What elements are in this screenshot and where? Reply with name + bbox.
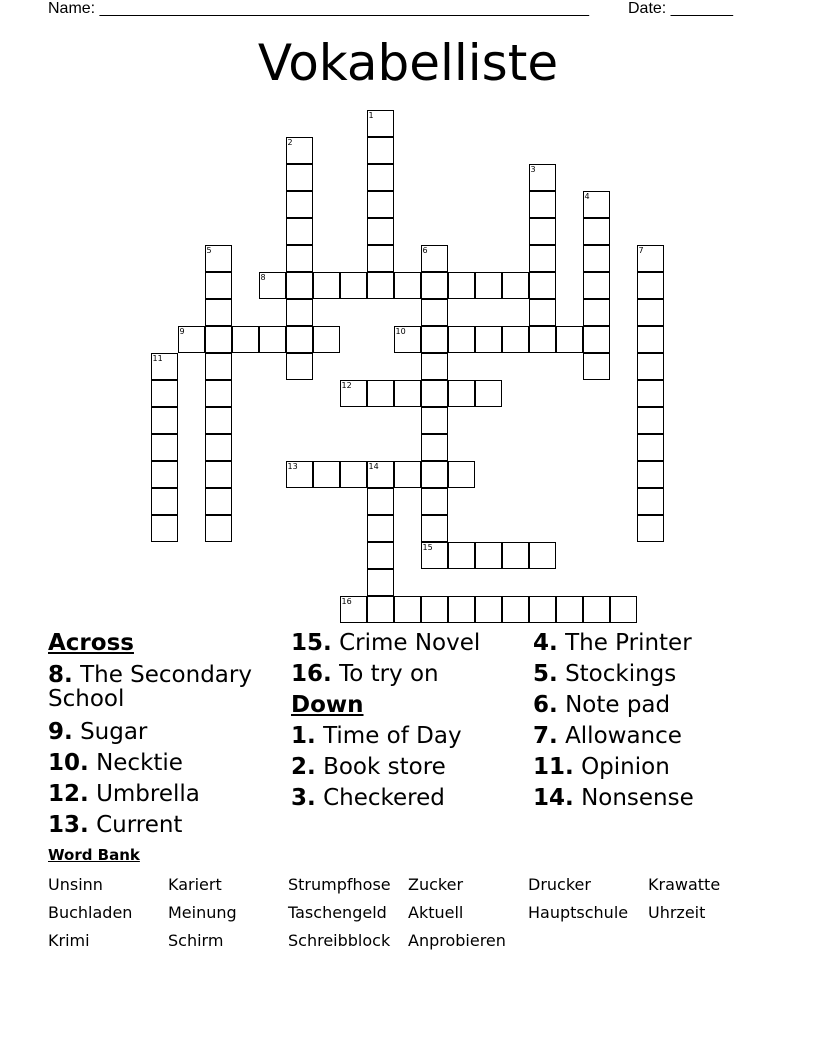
name-field-line[interactable]: Name: _______________________________________________________ xyxy=(48,0,589,17)
crossword-cell[interactable] xyxy=(421,596,448,623)
crossword-cell[interactable] xyxy=(340,380,367,407)
cell-number: 9 xyxy=(179,326,185,336)
cell-number: 15 xyxy=(422,542,433,552)
cell-number: 5 xyxy=(206,245,212,255)
crossword-cell[interactable] xyxy=(637,380,664,407)
clue-across-12 xyxy=(48,779,278,810)
crossword-cell[interactable] xyxy=(421,245,448,272)
crossword-cell[interactable] xyxy=(502,272,529,299)
clue-number: 6. xyxy=(533,692,558,718)
crossword-cell[interactable] xyxy=(259,326,286,353)
word-bank-item: Uhrzeit xyxy=(648,903,706,922)
clue-across-13 xyxy=(48,810,278,841)
clue-text: Stockings xyxy=(565,661,677,687)
crossword-cell[interactable] xyxy=(286,272,313,299)
clue-down-3 xyxy=(291,783,521,814)
crossword-cell[interactable] xyxy=(421,407,448,434)
word-bank-item: Hauptschule xyxy=(528,903,629,922)
clue-text: To try on xyxy=(339,661,439,687)
crossword-cell[interactable] xyxy=(286,461,313,488)
clue-down-6 xyxy=(533,690,793,721)
page-title: Vokabelliste xyxy=(257,34,559,92)
crossword-cell[interactable] xyxy=(367,461,394,488)
crossword-cell[interactable] xyxy=(448,461,475,488)
crossword-cell[interactable] xyxy=(367,218,394,245)
crossword-cell[interactable] xyxy=(232,326,259,353)
crossword-cell[interactable] xyxy=(448,596,475,623)
crossword-cell[interactable] xyxy=(394,326,421,353)
crossword-cell[interactable] xyxy=(205,245,232,272)
clue-number: 3. xyxy=(291,785,316,811)
clue-text: Crime Novel xyxy=(339,630,481,656)
word-bank-item: Strumpfhose xyxy=(288,875,391,894)
clues-column-1 xyxy=(48,628,278,841)
cell-number: 11 xyxy=(152,353,163,363)
crossword-cell[interactable] xyxy=(637,326,664,353)
cell-number: 4 xyxy=(584,191,590,201)
cell-number: 13 xyxy=(287,461,298,471)
clue-across-15 xyxy=(291,628,521,659)
clue-number: 15. xyxy=(291,630,332,656)
clue-number: 5. xyxy=(533,661,558,687)
crossword-cell[interactable] xyxy=(475,542,502,569)
clue-across-10 xyxy=(48,748,278,779)
crossword-cell[interactable] xyxy=(421,326,448,353)
crossword-cell[interactable] xyxy=(367,164,394,191)
crossword-cell[interactable] xyxy=(151,488,178,515)
crossword-cell[interactable] xyxy=(286,326,313,353)
clue-down-1 xyxy=(291,721,521,752)
clue-text: Sugar xyxy=(80,719,148,745)
clue-number: 7. xyxy=(533,723,558,749)
crossword-cell[interactable] xyxy=(421,434,448,461)
clue-number: 10. xyxy=(48,750,89,776)
clue-text: Allowance xyxy=(565,723,682,749)
crossword-cell[interactable] xyxy=(529,542,556,569)
crossword-cell[interactable] xyxy=(313,326,340,353)
crossword-cell[interactable] xyxy=(448,542,475,569)
crossword-cell[interactable] xyxy=(286,299,313,326)
crossword-cell[interactable] xyxy=(556,326,583,353)
clue-number: 16. xyxy=(291,661,332,687)
crossword-cell[interactable] xyxy=(583,218,610,245)
clue-across-9 xyxy=(48,717,278,748)
clues-column-2 xyxy=(291,628,521,814)
crossword-cell[interactable] xyxy=(151,353,178,380)
clue-down-11 xyxy=(533,752,793,783)
crossword-cell[interactable] xyxy=(367,191,394,218)
clue-down-7 xyxy=(533,721,793,752)
crossword-cell[interactable] xyxy=(637,353,664,380)
clue-text: Note pad xyxy=(565,692,671,718)
word-bank-item: Aktuell xyxy=(408,903,464,922)
clue-number: 9. xyxy=(48,719,73,745)
crossword-cell[interactable] xyxy=(367,596,394,623)
clue-number: 13. xyxy=(48,812,89,838)
crossword-cell[interactable] xyxy=(556,596,583,623)
crossword-cell[interactable] xyxy=(394,461,421,488)
crossword-cell[interactable] xyxy=(367,488,394,515)
crossword-cell[interactable] xyxy=(448,272,475,299)
cell-number: 6 xyxy=(422,245,428,255)
crossword-cell[interactable] xyxy=(475,326,502,353)
cell-number: 12 xyxy=(341,380,352,390)
crossword-cell[interactable] xyxy=(637,407,664,434)
crossword-cell[interactable] xyxy=(205,515,232,542)
crossword-cell[interactable] xyxy=(178,326,205,353)
clue-text: Time of Day xyxy=(323,723,462,749)
word-bank-item: Kariert xyxy=(168,875,222,894)
clue-text: The Printer xyxy=(565,630,692,656)
crossword-cell[interactable] xyxy=(340,461,367,488)
crossword-cell[interactable] xyxy=(583,272,610,299)
crossword-cell[interactable] xyxy=(205,326,232,353)
crossword-cell[interactable] xyxy=(286,191,313,218)
crossword-cell[interactable] xyxy=(529,299,556,326)
crossword-cell[interactable] xyxy=(151,407,178,434)
crossword-cell[interactable] xyxy=(502,596,529,623)
clue-number: 4. xyxy=(533,630,558,656)
crossword-cell[interactable] xyxy=(205,299,232,326)
clue-down-2 xyxy=(291,752,521,783)
crossword-cell[interactable] xyxy=(583,245,610,272)
cell-number: 7 xyxy=(638,245,644,255)
crossword-cell[interactable] xyxy=(610,596,637,623)
crossword-cell[interactable] xyxy=(205,272,232,299)
crossword-cell[interactable] xyxy=(421,488,448,515)
crossword-cell[interactable] xyxy=(637,245,664,272)
crossword-cell[interactable] xyxy=(529,218,556,245)
crossword-cell[interactable] xyxy=(583,353,610,380)
across-heading: Across xyxy=(48,630,134,656)
cell-number: 16 xyxy=(341,596,352,606)
cell-number: 14 xyxy=(368,461,379,471)
clue-text: Opinion xyxy=(581,754,670,780)
crossword-cell[interactable] xyxy=(448,326,475,353)
clue-number: 8. xyxy=(48,662,73,688)
crossword-cell[interactable] xyxy=(583,299,610,326)
crossword-cell[interactable] xyxy=(421,353,448,380)
crossword-cell[interactable] xyxy=(286,137,313,164)
crossword-cell[interactable] xyxy=(637,299,664,326)
crossword-cell[interactable] xyxy=(205,380,232,407)
crossword-cell[interactable] xyxy=(367,569,394,596)
crossword-cell[interactable] xyxy=(340,596,367,623)
word-bank-item: Anprobieren xyxy=(408,931,506,950)
crossword-cell[interactable] xyxy=(367,137,394,164)
crossword-cell[interactable] xyxy=(421,299,448,326)
word-bank-item: Unsinn xyxy=(48,875,103,894)
crossword-cell[interactable] xyxy=(259,272,286,299)
crossword-cell[interactable] xyxy=(529,164,556,191)
word-bank-item: Krawatte xyxy=(648,875,721,894)
crossword-cell[interactable] xyxy=(421,272,448,299)
crossword-cell[interactable] xyxy=(205,353,232,380)
word-bank-item: Drucker xyxy=(528,875,591,894)
crossword-cell[interactable] xyxy=(475,380,502,407)
crossword-cell[interactable] xyxy=(529,326,556,353)
word-bank-item: Zucker xyxy=(408,875,464,894)
crossword-cell[interactable] xyxy=(151,461,178,488)
crossword-cell[interactable] xyxy=(205,407,232,434)
crossword-cell[interactable] xyxy=(475,272,502,299)
crossword-cell[interactable] xyxy=(583,596,610,623)
crossword-cell[interactable] xyxy=(286,218,313,245)
clue-text: Umbrella xyxy=(96,781,200,807)
cell-number: 1 xyxy=(368,110,374,120)
crossword-cell[interactable] xyxy=(421,542,448,569)
crossword-cell[interactable] xyxy=(475,596,502,623)
clue-across-16 xyxy=(291,659,521,690)
clue-number: 2. xyxy=(291,754,316,780)
date-field-line[interactable]: Date: _______ xyxy=(628,0,733,17)
crossword-cell[interactable] xyxy=(421,515,448,542)
clue-text: Book store xyxy=(323,754,446,780)
crossword-cell[interactable] xyxy=(421,461,448,488)
crossword-cell[interactable] xyxy=(367,245,394,272)
crossword-cell[interactable] xyxy=(637,461,664,488)
crossword-cell[interactable] xyxy=(502,542,529,569)
crossword-cell[interactable] xyxy=(583,326,610,353)
clue-text: Current xyxy=(96,812,183,838)
clue-down-5 xyxy=(533,659,793,690)
clue-across-8 xyxy=(48,663,278,711)
crossword-cell[interactable] xyxy=(151,380,178,407)
clue-number: 14. xyxy=(533,785,574,811)
crossword-cell[interactable] xyxy=(529,272,556,299)
crossword-cell[interactable] xyxy=(205,461,232,488)
down-heading: Down xyxy=(291,692,364,718)
crossword-cell[interactable] xyxy=(313,272,340,299)
crossword-cell[interactable] xyxy=(286,245,313,272)
crossword-cell[interactable] xyxy=(286,353,313,380)
crossword-cell[interactable] xyxy=(367,272,394,299)
word-bank-item: Schreibblock xyxy=(288,931,391,950)
crossword-cell[interactable] xyxy=(205,434,232,461)
clue-down-4 xyxy=(533,628,793,659)
cell-number: 2 xyxy=(287,137,293,147)
crossword-cell[interactable] xyxy=(367,542,394,569)
crossword-cell[interactable] xyxy=(502,326,529,353)
crossword-cell[interactable] xyxy=(637,434,664,461)
word-bank-item: Krimi xyxy=(48,931,90,950)
clue-text: Checkered xyxy=(323,785,445,811)
crossword-cell[interactable] xyxy=(583,191,610,218)
cell-number: 3 xyxy=(530,164,536,174)
word-bank-item: Buchladen xyxy=(48,903,133,922)
crossword-cell[interactable] xyxy=(286,164,313,191)
crossword-cell[interactable] xyxy=(529,596,556,623)
cell-number: 8 xyxy=(260,272,266,282)
cell-number: 10 xyxy=(395,326,406,336)
clue-text: Necktie xyxy=(96,750,183,776)
crossword-cell[interactable] xyxy=(529,245,556,272)
crossword-cell[interactable] xyxy=(151,434,178,461)
crossword-cell[interactable] xyxy=(151,515,178,542)
crossword-cell[interactable] xyxy=(448,380,475,407)
crossword-cell[interactable] xyxy=(394,596,421,623)
clues-column-3 xyxy=(533,628,793,814)
clue-number: 12. xyxy=(48,781,89,807)
word-bank-item: Taschengeld xyxy=(288,903,387,922)
crossword-cell[interactable] xyxy=(367,515,394,542)
crossword-cell[interactable] xyxy=(367,380,394,407)
crossword-cell[interactable] xyxy=(340,272,367,299)
word-bank-item: Schirm xyxy=(168,931,224,950)
crossword-cell[interactable] xyxy=(637,488,664,515)
word-bank-title: Word Bank xyxy=(48,846,140,864)
clue-number: 1. xyxy=(291,723,316,749)
crossword-cell[interactable] xyxy=(313,461,340,488)
crossword-cell[interactable] xyxy=(421,380,448,407)
clue-down-14 xyxy=(533,783,793,814)
word-bank-item: Meinung xyxy=(168,903,237,922)
crossword-cell[interactable] xyxy=(529,191,556,218)
clue-text: The Secondary School xyxy=(48,662,252,712)
crossword-cell[interactable] xyxy=(367,110,394,137)
crossword-cell[interactable] xyxy=(637,515,664,542)
crossword-cell[interactable] xyxy=(205,488,232,515)
clue-number: 11. xyxy=(533,754,574,780)
crossword-cell[interactable] xyxy=(394,272,421,299)
crossword-cell[interactable] xyxy=(637,272,664,299)
clue-text: Nonsense xyxy=(581,785,694,811)
crossword-cell[interactable] xyxy=(394,380,421,407)
